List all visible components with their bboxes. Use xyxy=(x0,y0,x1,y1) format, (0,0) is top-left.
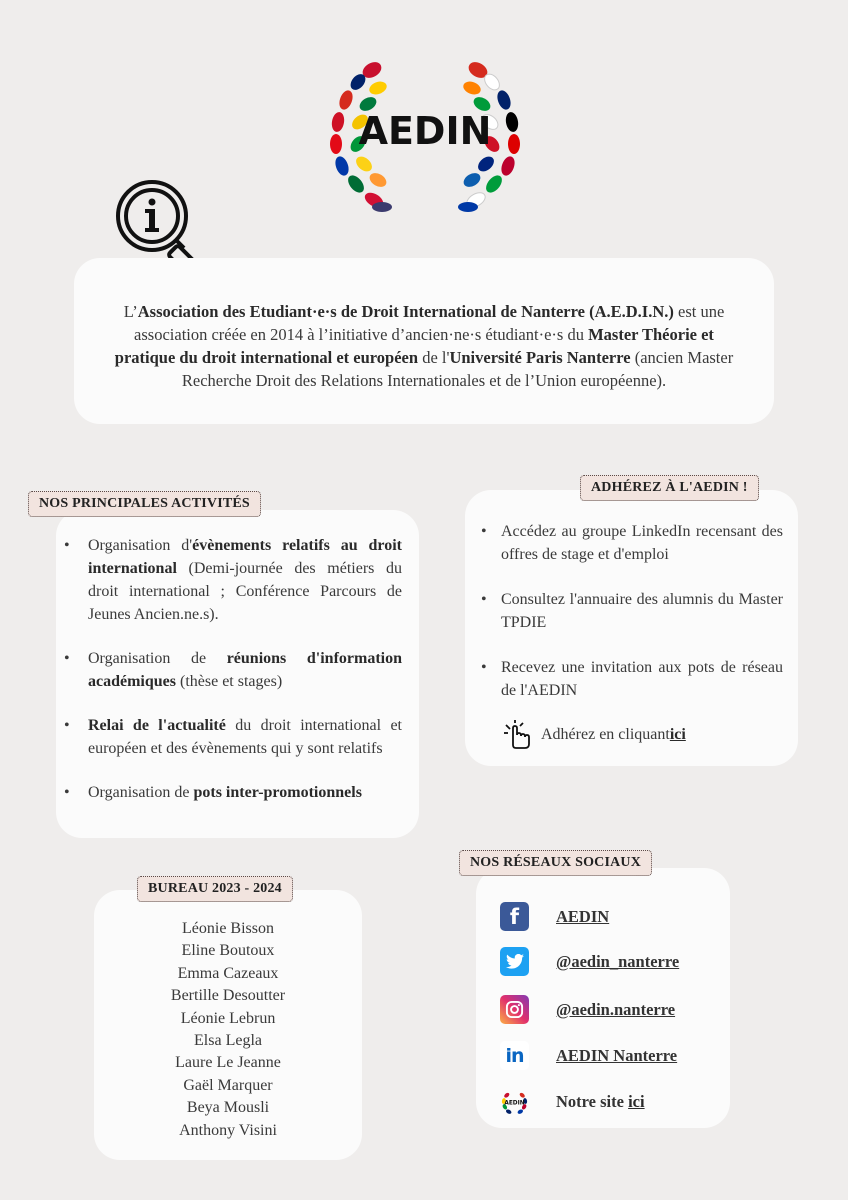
join-row xyxy=(501,720,686,750)
instagram-icon xyxy=(500,995,529,1024)
activities-card xyxy=(56,510,419,838)
list-item: • Organisation de réunions d'information académiques (thèse et stages) xyxy=(84,647,402,693)
membership-list xyxy=(501,520,783,724)
website-text: Notre site ici xyxy=(556,1091,645,1111)
instagram-link[interactable]: @aedin.nanterre xyxy=(556,999,676,1019)
twitter-icon xyxy=(500,947,529,976)
social-linkedin[interactable] xyxy=(500,1041,678,1070)
intro-card xyxy=(74,258,774,424)
bureau-member: Beya Mousli xyxy=(186,1099,270,1117)
website-link[interactable]: ici xyxy=(628,1091,645,1111)
list-item: • Relai de l'actualité du droit international et européen et des évènements qui y sont relatifs xyxy=(84,714,402,760)
join-link[interactable]: ici xyxy=(669,726,686,743)
list-item: • Accédez au groupe LinkedIn recensant des offres de stage et d'emploi xyxy=(501,520,783,566)
linkedin-link[interactable]: AEDIN Nanterre xyxy=(556,1045,678,1065)
join-text: Adhérez en cliquant xyxy=(541,726,670,743)
bureau-member: Anthony Visini xyxy=(179,1121,277,1139)
social-card xyxy=(476,868,730,1128)
logo-text: AEDIN xyxy=(358,109,492,153)
social-title: NOS RÉSEAUX SOCIAUX xyxy=(459,850,652,876)
list-item: • Recevez une invitation aux pots de réseau de l'AEDIN xyxy=(501,656,783,702)
aedin-mini-logo-icon xyxy=(500,1087,529,1116)
membership-title: ADHÉREZ À L'AEDIN ! xyxy=(580,475,759,501)
facebook-icon: f xyxy=(500,902,529,931)
svg-text:AEDIN: AEDIN xyxy=(504,1099,525,1106)
click-hand-icon xyxy=(501,720,533,750)
social-website[interactable] xyxy=(500,1087,645,1116)
twitter-link[interactable]: @aedin_nanterre xyxy=(556,951,680,971)
social-twitter[interactable] xyxy=(500,947,680,976)
bureau-list xyxy=(94,918,362,1142)
activities-title: NOS PRINCIPALES ACTIVITÉS xyxy=(28,491,261,517)
list-item: • Organisation d'évènements relatifs au droit international (Demi-journée des métiers du droit international ; Conférence Parcours de Jeunes Ancien.ne.s). xyxy=(84,534,402,626)
bureau-member: Bertille Desoutter xyxy=(170,987,286,1005)
social-facebook[interactable] xyxy=(500,902,610,931)
list-item: • Organisation de pots inter-promotionnels xyxy=(84,781,402,804)
bureau-member: Léonie Lebrun xyxy=(180,1009,276,1027)
bureau-member: Eline Boutoux xyxy=(181,942,275,960)
aedin-logo xyxy=(320,52,530,218)
activities-list xyxy=(84,534,402,825)
list-item: • Consultez l'annuaire des alumnis du Master TPDIE xyxy=(501,588,783,634)
bureau-member: Emma Cazeaux xyxy=(177,964,279,982)
bureau-member: Laure Le Jeanne xyxy=(175,1054,281,1072)
intro-text: L’Association des Etudiant·e·s de Droit International de Nanterre (A.E.D.I.N.) est une association créée en 2014 à l’initiative d’ancien·ne·s étudiant·e·s du Master Théorie et pratique du droit international et européen de l'Université Paris Nanterre (ancien Master Recherche Droit des Relations Internationales et de l’Union européenne). xyxy=(114,302,734,390)
bureau-member: Gaël Marquer xyxy=(183,1076,273,1094)
bureau-card xyxy=(94,890,362,1160)
bureau-member: Elsa Legla xyxy=(194,1032,262,1050)
linkedin-icon: in xyxy=(500,1041,529,1070)
bureau-member: Léonie Bisson xyxy=(182,920,274,937)
membership-card xyxy=(465,490,798,766)
bureau-title: BUREAU 2023 - 2024 xyxy=(137,876,293,902)
facebook-link[interactable]: AEDIN xyxy=(556,906,610,926)
social-instagram[interactable] xyxy=(500,995,676,1024)
